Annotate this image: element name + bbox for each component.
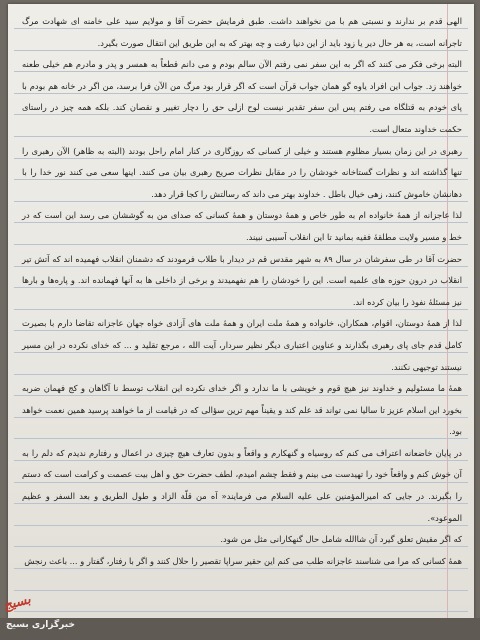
letter-body [22, 11, 462, 572]
watermark-bar [0, 618, 480, 640]
paragraph-5: حضرت آقا در طی سفرشان در سال ۸۹ به شهر مقدس قم در دیدار با طلاب فرمودند که دشمنان انقلاب فهمیده اند که آتش تیر انقلاب در درون حوزه های علمیه است. این را خودشان را هم نفهمیدند و برخی از داخلی ها به آنها فهمانده اند. و پاره‌ها و بارها نیز مسئلهٔ نفوذ را بیان کرده اند. [22, 253, 462, 307]
paragraph-8: در پایان خاضعانه اعتراف می کنم که روسیاه و گنهکارم و واقعاً و بدون تعارف هیچ چیزی در اعمال و رفتارم ندیدم که دلم را به آن خوش کنم و واقعاً خود را تهیدست می بینم و فقط چشم امیدم، لطف حضرت حق و اهل بیت عصمت و کرامت است که دستم را بگیرند. در جایی که امیرالمؤمنین علی علیه السلام می فرمایند« آه من قلّة الزاد و طول الطریق و بعد السفر و عظیم الموعود». [22, 447, 462, 523]
scanned-page [8, 4, 474, 618]
paragraph-7: همهٔ ما مسئولیم و خداوند نیز هیچ قوم و خویشی با ما ندارد و اگر خدای نکرده این انقلاب توسط نا آگاهان و کج فهمان ضربه بخورد این اسلام عزیز تا سالیا نمی تواند قد علم کند و یقیناً مهم ترین سؤالی که در قیامت از ما خواهند پرسید همین نعمت خواهد بود. [22, 383, 462, 437]
agency-logo: بسیج [1, 592, 33, 614]
paragraph-10: همهٔ کسانی که مرا می شناسند عاجزانه طلب می کنم این حقیر سراپا تقصیر را حلال کنند و اگر با رفتار، گفتار و ... باعث رنجش [24, 555, 462, 566]
paragraph-2: البته برخی فکر می کنند که اگر به این سفر نمی رفتم الآن سالم بودم و می دانم قطعاً به همسر و پدر و مادرم هم خیلی طعنه خواهند زد. جواب این افراد یاوه گو همان جواب قرآن است که اگر قرار بود مرگ من الآن فرا برسد، من اگر در خانه هم بودم با پای خودم به قتلگاه می رفتم پس این سفر تقدیر نیست لوح ازلی حق را دچار تغییر و نقصان کند. بلکه همه چیز در راستای حکمت خداوند متعال است. [22, 59, 462, 134]
ruled-line [14, 611, 468, 612]
paragraph-9: که اگر مقیش تعلق گیرد آن شاالله شامل حال گنهکارانی مثل من شود. [220, 534, 462, 545]
paragraph-3: رهبری در این زمان بسیار مظلوم هستند و خیلی از کسانی که روزگاری در کنار امام راحل بودند (البته به ظاهر) الآن رهبری را تنها گذاشته اند و نظرات گستاخانه خودشان را در مقابل نظرات صریح رهبری بیان می کنند. اینها سعی می کنند نور خدا را با دهانشان خاموش کنند، زهی خیال باطل . خداوند بهتر می داند که رسالتش را کجا قرار دهد. [22, 145, 462, 199]
agency-watermark: خبرگزاری بسیج [6, 620, 75, 630]
paragraph-6: لذا از همهٔ دوستان، اقوام، همکاران، خانواده و همهٔ ملت ایران و همهٔ ملت های آزادی خواه جهان عاجزانه تقاضا دارم با بصیرت کامل قدم جای پای رهبری بگذارند و عناوین اعتباری دیگر نظیر سردار، آیت الله ، مرجع تقلید و ... که خدای نکرده در این مسیر نیستند توجیهی نکنند. [22, 318, 462, 372]
paragraph-4: لذا عاجزانه از همهٔ خانواده ام به طور خاص و همهٔ دوستان و همهٔ کسانی که صدای من به گوششان می رسد این است که در خط و مسیر ولایت مطلقهٔ فقیه بمانید تا این انقلاب آسیبی نبیند. [22, 210, 462, 242]
paragraph-1: الهی قدم بر ندارند و نسبتی هم با من نخواهند داشت. طبق فرمایش حضرت آقا و مولایم سید علی خامنه ای شهادت مرگ تاجرانه است، به هر حال دیر یا زود باید از این دنیا رفت و چه بهتر که به این طریق این انتقال صورت بگیرد. [22, 16, 462, 48]
ruled-line [14, 590, 468, 591]
